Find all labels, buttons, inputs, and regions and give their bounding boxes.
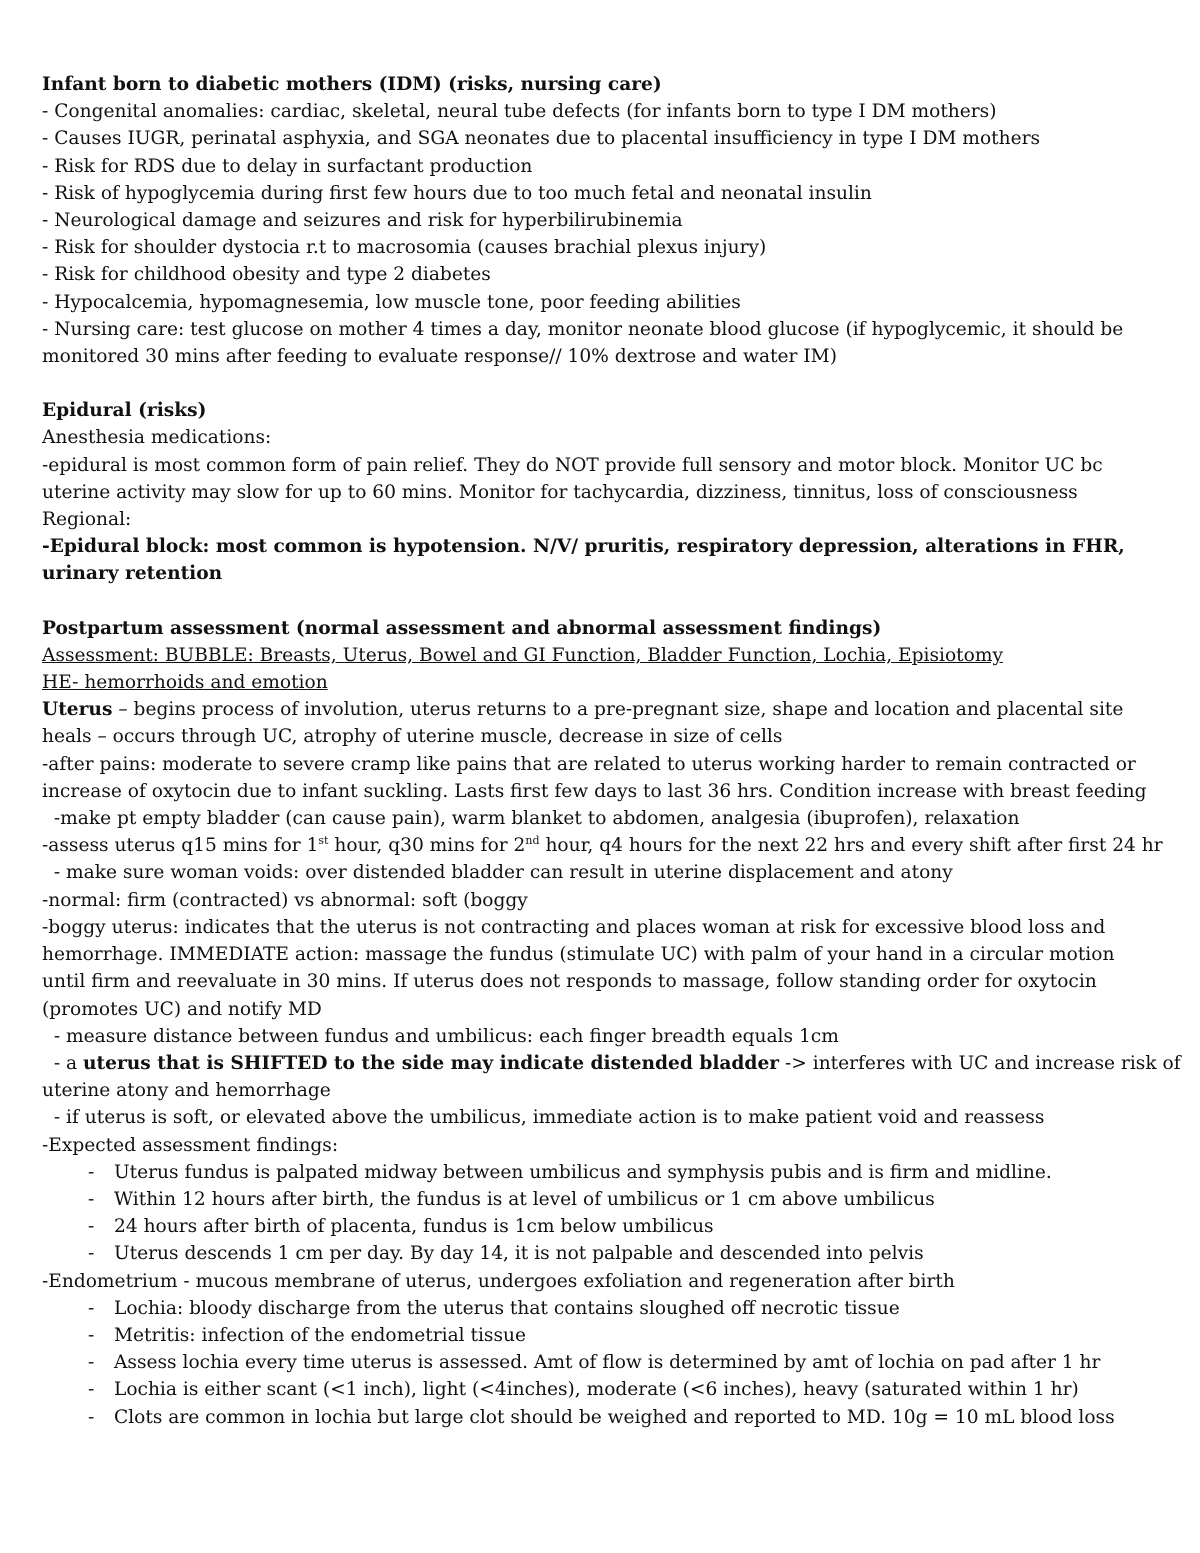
list-item: - Within 12 hours after birth, the fundus is at level of umbilicus or 1 cm above umbilicus: [42, 1186, 1160, 1213]
body-line: -after pains: moderate to severe cramp like pains that are related to uterus working harder to remain contracted or: [42, 753, 1136, 775]
body-line: - Causes IUGR, perinatal asphyxia, and SGA neonates due to placental insufficiency in type I DM mothers: [42, 128, 1041, 150]
body-line: - Risk for RDS due to delay in surfactant production: [42, 155, 533, 177]
section-heading: Infant born to diabetic mothers (IDM) (risks, nursing care): [42, 74, 662, 95]
assessment-line: [42, 669, 1160, 696]
bold-line: urinary retention: [42, 563, 223, 585]
body-line: Anesthesia medications:: [42, 427, 272, 449]
body-line: Regional:: [42, 509, 132, 531]
body-line: -epidural is most common form of pain relief. They do NOT provide full sensory and motor block. Monitor UC bc: [42, 454, 1103, 476]
body-line: hemorrhage. IMMEDIATE action: massage the fundus (stimulate UC) with palm of your hand in a circular motion: [42, 944, 1115, 966]
body-line: (promotes UC) and notify MD: [42, 998, 322, 1020]
shifted-prefix: - a: [42, 1052, 84, 1074]
body-line: increase of oxytocin due to infant suckling. Lasts first few days to last 36 hrs. Condition increase with breast feeding: [42, 780, 1147, 802]
section-epidural: [42, 397, 1160, 587]
body-line: uterine activity may slow for up to 60 mins. Monitor for tachycardia, dizziness, tinnitus, loss of consciousness: [42, 481, 1078, 503]
assess-text: -assess uterus q15 mins for 1: [42, 835, 319, 857]
superscript: nd: [525, 834, 540, 848]
list-item: - Lochia is either scant (<1 inch), light (<4inches), moderate (<6 inches), heavy (saturated within 1 hr): [42, 1376, 1160, 1403]
section-idm: [42, 71, 1160, 370]
body-line: -normal: firm (contracted) vs abnormal: soft (boggy: [42, 889, 528, 911]
body-line: uterine atony and hemorrhage: [42, 1080, 331, 1102]
assess-text: hour, q30 mins for 2: [328, 835, 526, 857]
bold-line: -Epidural block: most common is hypotension. N/V/ pruritis, respiratory depression, alterations in FHR,: [42, 536, 1125, 558]
body-line: - Risk for shoulder dystocia r.t to macrosomia (causes brachial plexus injury): [42, 237, 767, 259]
section-postpartum: [42, 615, 1181, 1431]
body-line: -boggy uterus: indicates that the uterus is not contracting and places woman at risk for excessive blood loss and: [42, 916, 1106, 938]
body-line: - Risk for childhood obesity and type 2 diabetes: [42, 264, 491, 286]
list-item: - Uterus descends 1 cm per day. By day 14, it is not palpable and descended into pelvis: [42, 1240, 1160, 1267]
assess-line: [42, 832, 1163, 859]
body-line: - Risk of hypoglycemia during first few hours due to too much fetal and neonatal insulin: [42, 182, 872, 204]
body-line: monitored 30 mins after feeding to evaluate response// 10% dextrose and water IM): [42, 346, 837, 368]
body-line: - Nursing care: test glucose on mother 4 times a day, monitor neonate blood glucose (if hypoglycemic, it should be: [42, 318, 1124, 340]
section-heading: Epidural (risks): [42, 400, 207, 422]
body-line: -Endometrium - mucous membrane of uterus, undergoes exfoliation and regeneration after birth: [42, 1270, 955, 1292]
list-item: - Metritis: infection of the endometrial tissue: [42, 1322, 1160, 1349]
body-line: - Hypocalcemia, hypomagnesemia, low muscle tone, poor feeding abilities: [42, 291, 741, 313]
body-line: - measure distance between fundus and umbilicus: each finger breadth equals 1cm: [42, 1025, 839, 1047]
shifted-bold: uterus that is SHIFTED to the side may indicate distended bladder: [83, 1052, 780, 1074]
paragraph-gap: [42, 588, 1160, 615]
assessment-line: Assessment: BUBBLE: Breasts, Uterus, Bowel and GI Function, Bladder Function, Lochia, Episiotomy: [42, 644, 1003, 666]
list-item: - Clots are common in lochia but large clot should be weighed and reported to MD. 10g = 10 mL blood loss: [42, 1404, 1160, 1431]
body-line: -make pt empty bladder (can cause pain), warm blanket to abdomen, analgesia (ibuprofen), relaxation: [42, 808, 1020, 830]
body-line: - make sure woman voids: over distended bladder can result in uterine displacement and atony: [42, 862, 953, 884]
assess-text: hour, q4 hours for the next 22 hrs and every shift after first 24 hr: [539, 835, 1163, 857]
paragraph-gap: [42, 370, 1160, 397]
uterus-line: [42, 696, 1160, 723]
list-item: - Lochia: bloody discharge from the uterus that contains sloughed off necrotic tissue: [42, 1295, 1160, 1322]
body-line: heals – occurs through UC, atrophy of uterine muscle, decrease in size of cells: [42, 726, 783, 748]
list-item: - Uterus fundus is palpated midway between umbilicus and symphysis pubis and is firm and midline.: [42, 1159, 1160, 1186]
list-item: - 24 hours after birth of placenta, fundus is 1cm below umbilicus: [42, 1213, 1160, 1240]
body-line: - if uterus is soft, or elevated above the umbilicus, immediate action is to make patient void and reassess: [42, 1107, 1045, 1129]
assessment-line-text: HE- hemorrhoids and emotion: [42, 672, 328, 694]
body-line: -Expected assessment findings:: [42, 1134, 339, 1156]
list-item: - Assess lochia every time uterus is assessed. Amt of flow is determined by amt of lochia on pad after 1 hr: [42, 1349, 1160, 1376]
expected-findings-list: [42, 1159, 1160, 1268]
shifted-suffix: -> interferes with UC and increase risk of: [779, 1052, 1181, 1074]
superscript: st: [318, 834, 329, 848]
endometrium-list: [42, 1295, 1160, 1431]
uterus-text: – begins process of involution, uterus returns to a pre-pregnant size, shape and location and placental site: [112, 699, 1124, 721]
uterus-label: Uterus: [42, 699, 113, 721]
body-line: - Neurological damage and seizures and risk for hyperbilirubinemia: [42, 210, 683, 232]
shifted-line: [42, 1050, 1181, 1077]
section-heading: Postpartum assessment (normal assessment and abnormal assessment findings): [42, 617, 882, 639]
body-line: until firm and reevaluate in 30 mins. If uterus does not responds to massage, follow standing order for oxytocin: [42, 971, 1097, 993]
body-line: - Congenital anomalies: cardiac, skeletal, neural tube defects (for infants born to type I DM mothers): [42, 101, 997, 123]
